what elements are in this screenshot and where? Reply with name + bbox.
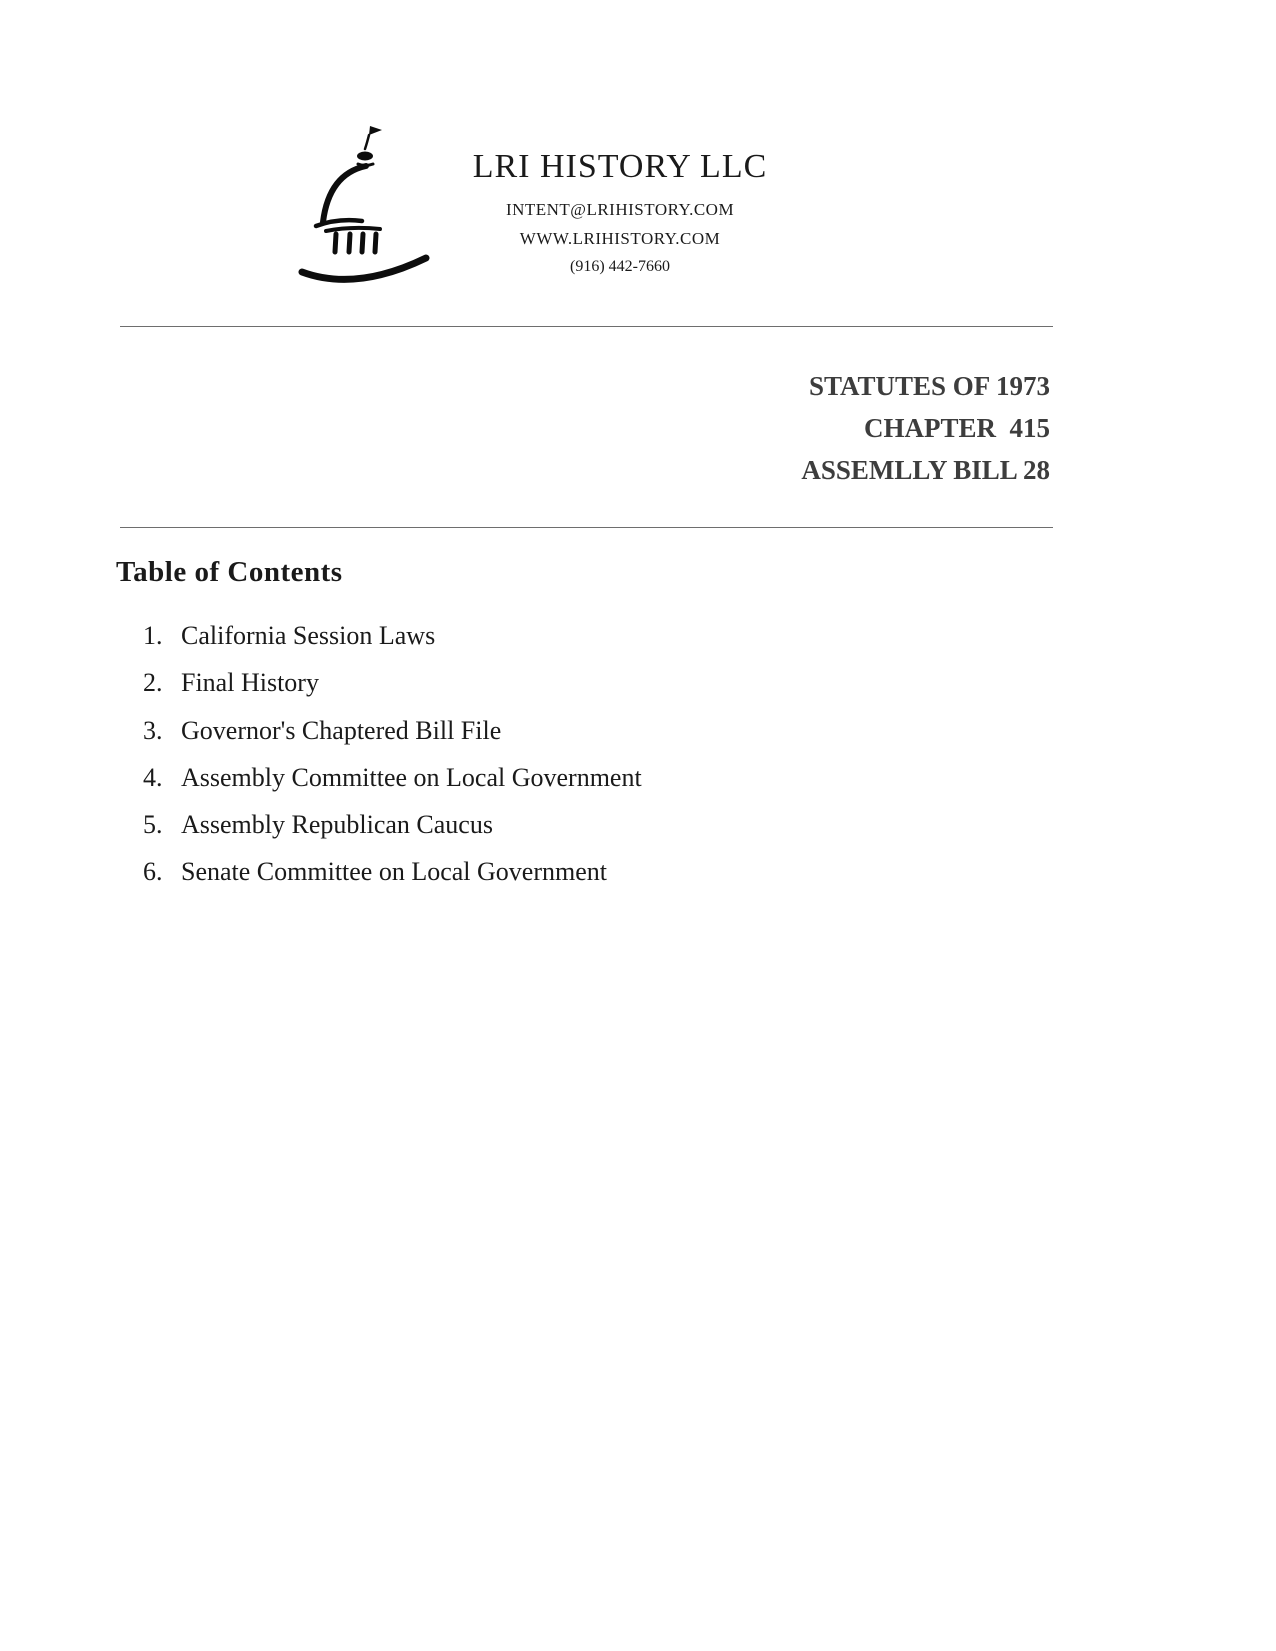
company-name: LRI HISTORY LLC	[472, 148, 768, 185]
toc-item-number: 3.	[143, 715, 163, 745]
toc-item-number: 2.	[143, 668, 163, 698]
company-logo	[296, 122, 436, 287]
letterhead	[440, 148, 800, 276]
company-email: INTENT@LRIHISTORY.COM	[505, 200, 735, 219]
toc-item-label: Senate Committee on Local Government	[181, 857, 607, 887]
toc-item-label: Assembly Committee on Local Government	[181, 762, 642, 792]
toc-item-number: 4.	[143, 762, 163, 792]
toc-item-label: Final History	[181, 668, 319, 698]
bill-line: ASSEMLLY BILL 28	[801, 454, 1050, 485]
company-website: WWW.LRIHISTORY.COM	[519, 229, 721, 248]
capitol-dome-icon	[296, 122, 436, 287]
toc-item-label: California Session Laws	[181, 621, 436, 650]
toc-title: Table of Contents	[116, 556, 343, 588]
statutes-line: STATUTES OF 1973	[808, 371, 1050, 401]
toc-item	[143, 669, 943, 696]
toc-item	[143, 717, 943, 744]
toc-item	[143, 858, 943, 885]
toc-item-label: Governor's Chaptered Bill File	[181, 715, 502, 745]
divider-bottom	[120, 527, 1053, 528]
toc-list	[143, 622, 943, 906]
toc-item-label: Assembly Republican Caucus	[181, 810, 493, 840]
toc-item-number: 5.	[143, 810, 163, 840]
divider-top	[120, 326, 1053, 327]
toc-item-number: 1.	[143, 621, 163, 650]
toc-item	[143, 811, 943, 838]
toc-item	[143, 622, 943, 649]
toc-item-number: 6.	[143, 857, 163, 887]
chapter-line: CHAPTER 415	[863, 412, 1050, 443]
toc-item	[143, 764, 943, 791]
statute-reference	[450, 366, 1050, 492]
company-phone: (916) 442-7660	[570, 258, 670, 275]
